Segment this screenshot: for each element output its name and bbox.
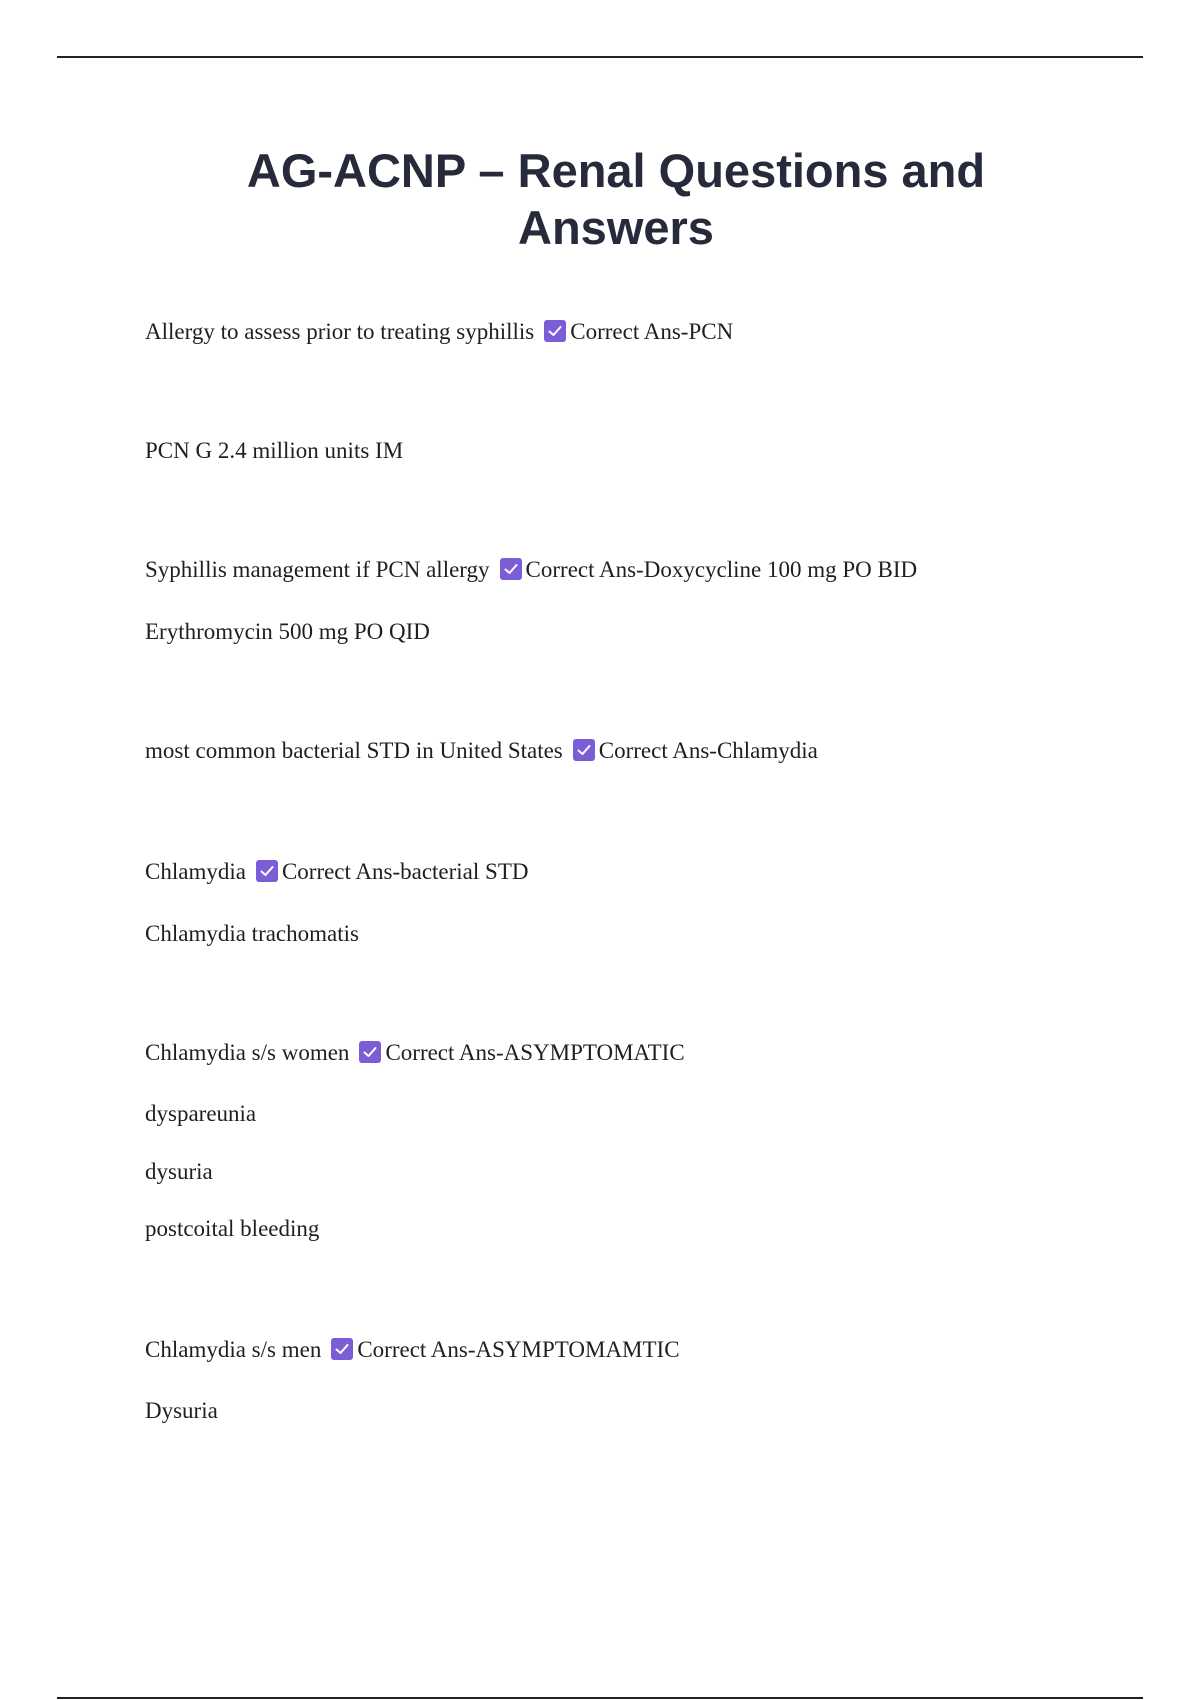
answer-prefix: Correct Ans-	[385, 1040, 504, 1065]
bottom-rule	[57, 1697, 1143, 1699]
qa-question-line	[145, 317, 733, 347]
answer-text: Doxycycline 100 mg PO BID	[643, 557, 918, 582]
answer-text: ASYMPTOMATIC	[503, 1040, 685, 1065]
qa-question-line	[145, 857, 528, 887]
question-text: most common bacterial STD in United States	[145, 738, 563, 763]
qa-question-line	[145, 555, 917, 585]
check-box-icon	[500, 558, 522, 580]
question-text: Chlamydia s/s women	[145, 1040, 350, 1065]
answer-prefix: Correct Ans-	[525, 557, 644, 582]
qa-extra-line: dyspareunia	[145, 1101, 257, 1126]
check-box-icon	[331, 1338, 353, 1360]
question-text: Allergy to assess prior to treating syphillis	[145, 319, 535, 344]
answer-text: Chlamydia	[716, 738, 818, 763]
check-box-icon	[544, 320, 566, 342]
answer-text: PCN	[688, 319, 734, 344]
qa-extra-line: Chlamydia trachomatis	[145, 921, 359, 946]
check-box-icon	[359, 1041, 381, 1063]
answer-text: bacterial STD	[400, 859, 529, 884]
top-rule	[57, 56, 1143, 58]
check-box-icon	[256, 860, 278, 882]
qa-extra-line: dysuria	[145, 1159, 213, 1184]
qa-question-line	[145, 736, 818, 766]
qa-question-line	[145, 1335, 680, 1365]
answer-prefix: Correct Ans-	[357, 1337, 476, 1362]
question-text: Chlamydia	[145, 859, 246, 884]
answer-prefix: Correct Ans-	[281, 859, 401, 884]
qa-question-line	[145, 1038, 685, 1068]
answer-prefix: Correct Ans-	[570, 319, 689, 344]
answer-text: ASYMPTOMAMTIC	[475, 1337, 680, 1362]
qa-extra-line: postcoital bleeding	[145, 1216, 320, 1241]
question-text: Syphillis management if PCN allergy	[145, 557, 490, 582]
qa-extra-line: Erythromycin 500 mg PO QID	[145, 619, 430, 644]
qa-extra-line: Dysuria	[145, 1398, 218, 1423]
qa-extra-line: PCN G 2.4 million units IM	[145, 438, 404, 463]
question-text: Chlamydia s/s men	[145, 1337, 322, 1362]
document-title: AG-ACNP – Renal Questions and Answers	[246, 144, 986, 254]
check-box-icon	[573, 739, 595, 761]
answer-prefix: Correct Ans-	[598, 738, 717, 763]
